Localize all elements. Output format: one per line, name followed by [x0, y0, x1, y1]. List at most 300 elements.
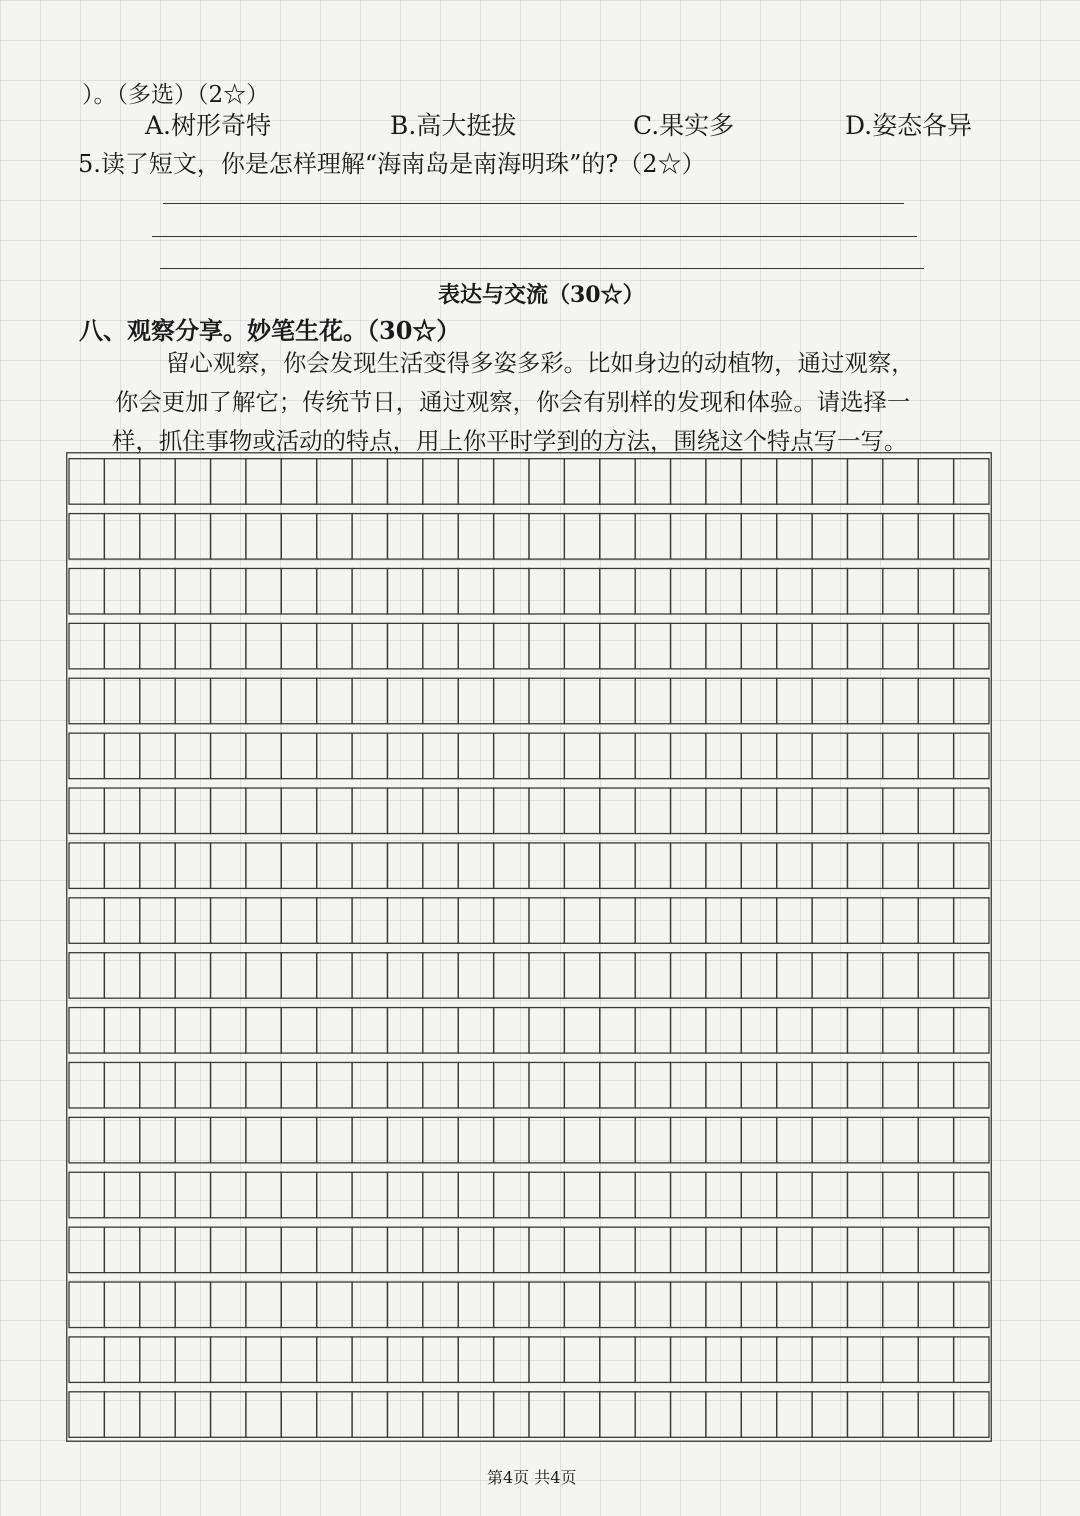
grid-cell[interactable]	[564, 733, 599, 779]
grid-cell[interactable]	[918, 733, 953, 779]
grid-cell[interactable]	[458, 623, 493, 669]
grid-cell[interactable]	[352, 788, 387, 834]
grid-cell[interactable]	[211, 514, 246, 560]
grid-cell[interactable]	[741, 623, 776, 669]
grid-cell[interactable]	[281, 1008, 316, 1054]
grid-cell[interactable]	[847, 568, 882, 614]
grid-cell[interactable]	[883, 733, 918, 779]
grid-cell[interactable]	[281, 459, 316, 505]
grid-cell[interactable]	[635, 1392, 670, 1438]
grid-cell[interactable]	[104, 514, 139, 560]
grid-cell[interactable]	[777, 953, 812, 999]
grid-cell[interactable]	[529, 733, 564, 779]
grid-cell[interactable]	[423, 514, 458, 560]
grid-cell[interactable]	[812, 678, 847, 724]
grid-cell[interactable]	[387, 1337, 422, 1383]
grid-cell[interactable]	[387, 1062, 422, 1108]
grid-cell[interactable]	[671, 843, 706, 889]
grid-cell[interactable]	[387, 459, 422, 505]
grid-cell[interactable]	[352, 1337, 387, 1383]
grid-cell[interactable]	[918, 568, 953, 614]
grid-cell[interactable]	[954, 623, 989, 669]
grid-cell[interactable]	[812, 953, 847, 999]
grid-cell[interactable]	[883, 1117, 918, 1163]
grid-cell[interactable]	[635, 1227, 670, 1273]
grid-cell[interactable]	[317, 953, 352, 999]
grid-cell[interactable]	[671, 514, 706, 560]
grid-cell[interactable]	[211, 953, 246, 999]
grid-cell[interactable]	[777, 459, 812, 505]
grid-cell[interactable]	[211, 1117, 246, 1163]
grid-cell[interactable]	[529, 678, 564, 724]
grid-cell[interactable]	[671, 1337, 706, 1383]
grid-cell[interactable]	[104, 623, 139, 669]
grid-cell[interactable]	[458, 1008, 493, 1054]
grid-cell[interactable]	[706, 898, 741, 944]
grid-cell[interactable]	[175, 1392, 210, 1438]
grid-cell[interactable]	[281, 733, 316, 779]
grid-cell[interactable]	[387, 514, 422, 560]
grid-cell[interactable]	[69, 1172, 104, 1218]
grid-cell[interactable]	[317, 843, 352, 889]
grid-cell[interactable]	[387, 733, 422, 779]
grid-cell[interactable]	[352, 1062, 387, 1108]
grid-cell[interactable]	[104, 459, 139, 505]
grid-cell[interactable]	[175, 1008, 210, 1054]
grid-cell[interactable]	[246, 568, 281, 614]
grid-cell[interactable]	[847, 678, 882, 724]
grid-cell[interactable]	[529, 1337, 564, 1383]
grid-cell[interactable]	[387, 1008, 422, 1054]
grid-cell[interactable]	[352, 1008, 387, 1054]
grid-cell[interactable]	[706, 733, 741, 779]
grid-cell[interactable]	[317, 623, 352, 669]
grid-cell[interactable]	[918, 788, 953, 834]
grid-cell[interactable]	[883, 1392, 918, 1438]
grid-cell[interactable]	[954, 843, 989, 889]
grid-cell[interactable]	[175, 459, 210, 505]
grid-cell[interactable]	[352, 1282, 387, 1328]
grid-cell[interactable]	[671, 678, 706, 724]
grid-cell[interactable]	[918, 459, 953, 505]
grid-cell[interactable]	[918, 1008, 953, 1054]
grid-cell[interactable]	[777, 1117, 812, 1163]
grid-cell[interactable]	[140, 568, 175, 614]
grid-cell[interactable]	[706, 1392, 741, 1438]
grid-cell[interactable]	[494, 1227, 529, 1273]
grid-cell[interactable]	[140, 623, 175, 669]
grid-cell[interactable]	[317, 568, 352, 614]
grid-cell[interactable]	[175, 788, 210, 834]
grid-cell[interactable]	[564, 678, 599, 724]
grid-cell[interactable]	[741, 1282, 776, 1328]
grid-cell[interactable]	[140, 843, 175, 889]
grid-cell[interactable]	[104, 898, 139, 944]
grid-cell[interactable]	[140, 788, 175, 834]
grid-cell[interactable]	[387, 1392, 422, 1438]
grid-cell[interactable]	[671, 898, 706, 944]
grid-cell[interactable]	[812, 733, 847, 779]
grid-cell[interactable]	[104, 678, 139, 724]
grid-cell[interactable]	[918, 898, 953, 944]
grid-cell[interactable]	[847, 623, 882, 669]
grid-cell[interactable]	[69, 1227, 104, 1273]
grid-cell[interactable]	[635, 898, 670, 944]
grid-cell[interactable]	[954, 678, 989, 724]
grid-cell[interactable]	[671, 1392, 706, 1438]
grid-cell[interactable]	[281, 1172, 316, 1218]
grid-cell[interactable]	[387, 1227, 422, 1273]
grid-cell[interactable]	[352, 678, 387, 724]
grid-cell[interactable]	[281, 1337, 316, 1383]
grid-cell[interactable]	[671, 1227, 706, 1273]
grid-cell[interactable]	[352, 1392, 387, 1438]
grid-cell[interactable]	[671, 1062, 706, 1108]
grid-cell[interactable]	[458, 843, 493, 889]
grid-cell[interactable]	[423, 623, 458, 669]
grid-cell[interactable]	[175, 568, 210, 614]
grid-cell[interactable]	[494, 1117, 529, 1163]
grid-cell[interactable]	[494, 843, 529, 889]
grid-cell[interactable]	[741, 1337, 776, 1383]
grid-cell[interactable]	[317, 1227, 352, 1273]
grid-cell[interactable]	[529, 568, 564, 614]
grid-cell[interactable]	[777, 623, 812, 669]
grid-cell[interactable]	[69, 1282, 104, 1328]
grid-cell[interactable]	[918, 1117, 953, 1163]
grid-cell[interactable]	[246, 623, 281, 669]
grid-cell[interactable]	[529, 898, 564, 944]
grid-cell[interactable]	[918, 514, 953, 560]
grid-cell[interactable]	[423, 1008, 458, 1054]
grid-cell[interactable]	[741, 1117, 776, 1163]
grid-cell[interactable]	[529, 953, 564, 999]
grid-cell[interactable]	[458, 568, 493, 614]
grid-cell[interactable]	[69, 514, 104, 560]
grid-cell[interactable]	[175, 1172, 210, 1218]
grid-cell[interactable]	[635, 733, 670, 779]
grid-cell[interactable]	[387, 623, 422, 669]
grid-cell[interactable]	[317, 788, 352, 834]
grid-cell[interactable]	[777, 678, 812, 724]
grid-cell[interactable]	[246, 1117, 281, 1163]
grid-cell[interactable]	[211, 1008, 246, 1054]
grid-cell[interactable]	[494, 1337, 529, 1383]
grid-cell[interactable]	[140, 1337, 175, 1383]
grid-cell[interactable]	[317, 1172, 352, 1218]
grid-cell[interactable]	[741, 733, 776, 779]
grid-cell[interactable]	[529, 1172, 564, 1218]
grid-cell[interactable]	[387, 788, 422, 834]
grid-cell[interactable]	[883, 514, 918, 560]
grid-cell[interactable]	[847, 733, 882, 779]
grid-cell[interactable]	[211, 1227, 246, 1273]
grid-cell[interactable]	[494, 459, 529, 505]
grid-cell[interactable]	[494, 568, 529, 614]
grid-cell[interactable]	[104, 1392, 139, 1438]
grid-cell[interactable]	[635, 1337, 670, 1383]
grid-cell[interactable]	[246, 953, 281, 999]
grid-cell[interactable]	[706, 1008, 741, 1054]
grid-cell[interactable]	[458, 678, 493, 724]
grid-cell[interactable]	[211, 1062, 246, 1108]
grid-cell[interactable]	[529, 1062, 564, 1108]
grid-cell[interactable]	[883, 843, 918, 889]
grid-cell[interactable]	[140, 1172, 175, 1218]
grid-cell[interactable]	[847, 1392, 882, 1438]
grid-cell[interactable]	[69, 459, 104, 505]
grid-cell[interactable]	[777, 568, 812, 614]
grid-cell[interactable]	[423, 1117, 458, 1163]
grid-cell[interactable]	[458, 1227, 493, 1273]
grid-cell[interactable]	[458, 1282, 493, 1328]
grid-cell[interactable]	[812, 1337, 847, 1383]
grid-cell[interactable]	[600, 623, 635, 669]
grid-cell[interactable]	[352, 953, 387, 999]
grid-cell[interactable]	[104, 1117, 139, 1163]
grid-cell[interactable]	[69, 1062, 104, 1108]
grid-cell[interactable]	[671, 953, 706, 999]
grid-cell[interactable]	[69, 788, 104, 834]
grid-cell[interactable]	[954, 1117, 989, 1163]
grid-cell[interactable]	[812, 1227, 847, 1273]
grid-cell[interactable]	[883, 568, 918, 614]
grid-cell[interactable]	[317, 1282, 352, 1328]
grid-cell[interactable]	[387, 843, 422, 889]
grid-cell[interactable]	[69, 568, 104, 614]
grid-cell[interactable]	[423, 678, 458, 724]
grid-cell[interactable]	[671, 733, 706, 779]
grid-cell[interactable]	[494, 514, 529, 560]
grid-cell[interactable]	[246, 843, 281, 889]
grid-cell[interactable]	[600, 678, 635, 724]
grid-cell[interactable]	[104, 953, 139, 999]
grid-cell[interactable]	[529, 788, 564, 834]
grid-cell[interactable]	[883, 1337, 918, 1383]
grid-cell[interactable]	[104, 1008, 139, 1054]
grid-cell[interactable]	[777, 1337, 812, 1383]
grid-cell[interactable]	[281, 1227, 316, 1273]
grid-cell[interactable]	[741, 1227, 776, 1273]
grid-cell[interactable]	[564, 623, 599, 669]
grid-cell[interactable]	[529, 1392, 564, 1438]
grid-cell[interactable]	[706, 843, 741, 889]
grid-cell[interactable]	[777, 1392, 812, 1438]
grid-cell[interactable]	[564, 1062, 599, 1108]
grid-cell[interactable]	[847, 843, 882, 889]
grid-cell[interactable]	[883, 1062, 918, 1108]
grid-cell[interactable]	[600, 733, 635, 779]
grid-cell[interactable]	[69, 843, 104, 889]
grid-cell[interactable]	[175, 733, 210, 779]
grid-cell[interactable]	[246, 1392, 281, 1438]
grid-cell[interactable]	[69, 1117, 104, 1163]
grid-cell[interactable]	[883, 623, 918, 669]
grid-cell[interactable]	[494, 678, 529, 724]
grid-cell[interactable]	[423, 733, 458, 779]
grid-cell[interactable]	[69, 678, 104, 724]
grid-cell[interactable]	[812, 1172, 847, 1218]
grid-cell[interactable]	[458, 733, 493, 779]
grid-cell[interactable]	[918, 953, 953, 999]
grid-cell[interactable]	[104, 788, 139, 834]
grid-cell[interactable]	[387, 1172, 422, 1218]
grid-cell[interactable]	[211, 568, 246, 614]
grid-cell[interactable]	[918, 1392, 953, 1438]
grid-cell[interactable]	[847, 1172, 882, 1218]
grid-cell[interactable]	[69, 953, 104, 999]
grid-cell[interactable]	[600, 1008, 635, 1054]
grid-cell[interactable]	[635, 843, 670, 889]
grid-cell[interactable]	[281, 678, 316, 724]
grid-cell[interactable]	[918, 1172, 953, 1218]
grid-cell[interactable]	[281, 514, 316, 560]
grid-cell[interactable]	[529, 459, 564, 505]
grid-cell[interactable]	[458, 1392, 493, 1438]
grid-cell[interactable]	[564, 953, 599, 999]
grid-cell[interactable]	[847, 1282, 882, 1328]
grid-cell[interactable]	[211, 1337, 246, 1383]
grid-cell[interactable]	[954, 733, 989, 779]
grid-cell[interactable]	[954, 788, 989, 834]
grid-cell[interactable]	[847, 1008, 882, 1054]
grid-cell[interactable]	[635, 788, 670, 834]
grid-cell[interactable]	[918, 1282, 953, 1328]
grid-cell[interactable]	[564, 1337, 599, 1383]
grid-cell[interactable]	[211, 1282, 246, 1328]
grid-cell[interactable]	[458, 1337, 493, 1383]
answer-line-1[interactable]	[163, 203, 904, 204]
grid-cell[interactable]	[69, 898, 104, 944]
grid-cell[interactable]	[317, 1008, 352, 1054]
grid-cell[interactable]	[706, 678, 741, 724]
grid-cell[interactable]	[883, 1172, 918, 1218]
grid-cell[interactable]	[458, 953, 493, 999]
grid-cell[interactable]	[741, 1392, 776, 1438]
grid-cell[interactable]	[458, 514, 493, 560]
grid-cell[interactable]	[635, 953, 670, 999]
grid-cell[interactable]	[918, 843, 953, 889]
grid-cell[interactable]	[175, 1337, 210, 1383]
grid-cell[interactable]	[246, 459, 281, 505]
grid-cell[interactable]	[175, 843, 210, 889]
grid-cell[interactable]	[812, 1062, 847, 1108]
grid-cell[interactable]	[600, 843, 635, 889]
grid-cell[interactable]	[883, 459, 918, 505]
grid-cell[interactable]	[211, 1172, 246, 1218]
grid-cell[interactable]	[706, 459, 741, 505]
composition-grid[interactable]	[66, 452, 992, 1442]
grid-cell[interactable]	[281, 1392, 316, 1438]
grid-cell[interactable]	[564, 568, 599, 614]
grid-cell[interactable]	[777, 1008, 812, 1054]
grid-cell[interactable]	[954, 1392, 989, 1438]
grid-cell[interactable]	[812, 1282, 847, 1328]
grid-cell[interactable]	[600, 788, 635, 834]
grid-cell[interactable]	[175, 1117, 210, 1163]
grid-cell[interactable]	[812, 1117, 847, 1163]
grid-cell[interactable]	[954, 568, 989, 614]
grid-cell[interactable]	[635, 1008, 670, 1054]
grid-cell[interactable]	[387, 953, 422, 999]
grid-cell[interactable]	[211, 788, 246, 834]
grid-cell[interactable]	[423, 1337, 458, 1383]
grid-cell[interactable]	[529, 1227, 564, 1273]
grid-cell[interactable]	[352, 898, 387, 944]
grid-cell[interactable]	[635, 568, 670, 614]
grid-cell[interactable]	[246, 1227, 281, 1273]
grid-cell[interactable]	[387, 678, 422, 724]
grid-cell[interactable]	[954, 1227, 989, 1273]
grid-cell[interactable]	[529, 1117, 564, 1163]
grid-cell[interactable]	[918, 1062, 953, 1108]
grid-cell[interactable]	[281, 898, 316, 944]
grid-cell[interactable]	[847, 1117, 882, 1163]
grid-cell[interactable]	[458, 898, 493, 944]
grid-cell[interactable]	[883, 898, 918, 944]
grid-cell[interactable]	[671, 1008, 706, 1054]
grid-cell[interactable]	[317, 678, 352, 724]
grid-cell[interactable]	[777, 1282, 812, 1328]
grid-cell[interactable]	[600, 1062, 635, 1108]
grid-cell[interactable]	[777, 1172, 812, 1218]
grid-cell[interactable]	[671, 623, 706, 669]
grid-cell[interactable]	[246, 733, 281, 779]
grid-cell[interactable]	[883, 1227, 918, 1273]
grid-cell[interactable]	[317, 1117, 352, 1163]
grid-cell[interactable]	[600, 1172, 635, 1218]
grid-cell[interactable]	[246, 1282, 281, 1328]
grid-cell[interactable]	[104, 568, 139, 614]
grid-cell[interactable]	[600, 953, 635, 999]
grid-cell[interactable]	[458, 788, 493, 834]
grid-cell[interactable]	[564, 514, 599, 560]
grid-cell[interactable]	[175, 623, 210, 669]
grid-cell[interactable]	[954, 898, 989, 944]
grid-cell[interactable]	[600, 459, 635, 505]
grid-cell[interactable]	[812, 568, 847, 614]
grid-cell[interactable]	[104, 1337, 139, 1383]
grid-cell[interactable]	[140, 953, 175, 999]
grid-cell[interactable]	[812, 459, 847, 505]
grid-cell[interactable]	[564, 1172, 599, 1218]
grid-cell[interactable]	[211, 1392, 246, 1438]
grid-cell[interactable]	[954, 1282, 989, 1328]
grid-cell[interactable]	[281, 843, 316, 889]
grid-cell[interactable]	[317, 898, 352, 944]
grid-cell[interactable]	[847, 953, 882, 999]
grid-cell[interactable]	[635, 459, 670, 505]
grid-cell[interactable]	[635, 514, 670, 560]
grid-cell[interactable]	[175, 514, 210, 560]
grid-cell[interactable]	[564, 459, 599, 505]
grid-cell[interactable]	[104, 733, 139, 779]
grid-cell[interactable]	[494, 898, 529, 944]
grid-cell[interactable]	[847, 1227, 882, 1273]
grid-cell[interactable]	[246, 1008, 281, 1054]
grid-cell[interactable]	[140, 733, 175, 779]
grid-cell[interactable]	[777, 898, 812, 944]
grid-cell[interactable]	[387, 1282, 422, 1328]
grid-cell[interactable]	[211, 459, 246, 505]
grid-cell[interactable]	[706, 514, 741, 560]
grid-cell[interactable]	[812, 843, 847, 889]
grid-cell[interactable]	[423, 953, 458, 999]
grid-cell[interactable]	[246, 1062, 281, 1108]
grid-cell[interactable]	[741, 898, 776, 944]
grid-cell[interactable]	[104, 1282, 139, 1328]
grid-cell[interactable]	[140, 898, 175, 944]
